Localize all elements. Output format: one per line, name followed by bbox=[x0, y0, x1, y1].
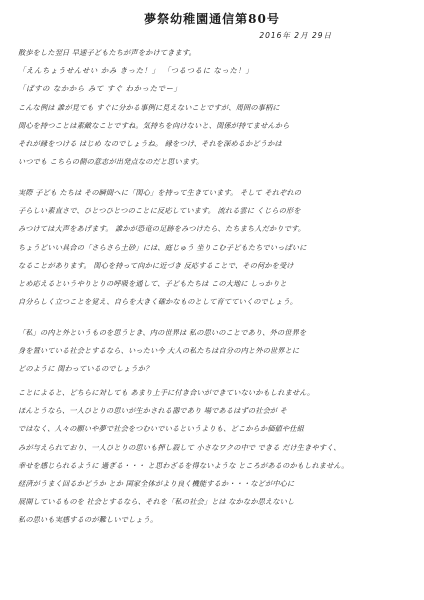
paragraph-4 bbox=[18, 384, 410, 530]
text-line: みが与えられており、一人ひとりの思いも押し殺して 小さなワクの中で できる だけ生きやすく、 bbox=[18, 442, 341, 452]
text-line: 身を置いている社会とするなら、いったい今 大人の私たちは自分の内と外の世界とに bbox=[18, 346, 300, 356]
text-line: 「えんちょうせんせい かみ きった！」 「つるつるに なった！」 bbox=[18, 66, 254, 76]
text-line: それが縁をつける はじめ なのでしょうね。 縁をつけ、それを深めるかどうかは bbox=[18, 138, 282, 148]
paragraph-1 bbox=[18, 44, 410, 171]
text-line: どのように 関わっているのでしょうか？ bbox=[18, 364, 153, 374]
text-line: 展開しているものを 社会とするなら、それを「私の社会」とは なかなか思えないし bbox=[18, 497, 295, 507]
text-line: 私の思いも実感するのが難しいでしょう。 bbox=[18, 515, 158, 525]
text-line: 経済がうまく回るかどうか とか 国家全体がより良く機能するか・・・などが中心に bbox=[18, 478, 295, 488]
text-line: 自分らしく立つことを覚え、自らを大きく確かなものとして育てていくのでしょう。 bbox=[18, 297, 298, 307]
issue-date: 2016年 2月 29日 bbox=[259, 31, 332, 40]
text-line: いつでも こちらの側の意志が出発点なのだと思います。 bbox=[18, 157, 204, 167]
text-line: ほんとうなら、一人ひとりの思いが生かされる器であり 場であるはずの社会が そ bbox=[18, 406, 288, 416]
text-line: 実際 子ども たちは その瞬間へに「関心」を持って生きています。 そして それぞれの bbox=[18, 188, 302, 197]
paragraph-2 bbox=[18, 184, 410, 311]
text-line: ちょうどいい具合の「さらさら土砂」には、庭じゅう 坐りこむ子どもたちでいっぱいに bbox=[18, 242, 307, 252]
newsletter-title: 夢祭幼稚園通信第80号 bbox=[144, 12, 280, 26]
text-line: 散歩をした翌日 早速子どもたちが声をかけてきます。 bbox=[18, 48, 196, 57]
text-line: こんな例は 誰が見ても すぐに分かる事例に見えないことですが、周囲の事柄に bbox=[18, 102, 280, 112]
text-line: みつけては大声をあげます。 誰かが恐竜の足跡をみつけたら、たちまち人だかりです。 bbox=[18, 224, 306, 234]
text-line: 「ぱすの なかから みて すぐ わかったでー」 bbox=[18, 84, 182, 94]
paragraph-3 bbox=[18, 324, 410, 379]
text-line: とめ応えるというやりとりの呼吸を通して、子どもたちは この大地に しっかりと bbox=[18, 278, 287, 288]
text-line: ではなく、人々の願いや夢で社会をつむいでいるというよりも、どこからか価値や仕組 bbox=[18, 424, 305, 434]
text-line: 「私」の内と外というものを思うとき、内の世界は 私の思いのことであり、外の世界を bbox=[18, 328, 307, 337]
text-line: 幸せを感じられるように 過ぎる・・・ と思わざるを得ないような ところがあるのかもしれません。 bbox=[18, 460, 349, 470]
text-line: ことによると、どちらに対しても あまり上手に付き合いができていないかもしれません。 bbox=[18, 388, 315, 397]
text-line: 子らしい素直さで、ひとつひとつのことに反応しています。 流れる雲に くじらの形を bbox=[18, 206, 301, 216]
text-line: 関心を持つことは素敵なことですね。気持ちを向けないと、関係が持てませんから bbox=[18, 120, 290, 130]
text-line: なることがあります。 関心を持って向かに近づき 反応することで、その何かを受け bbox=[18, 260, 294, 270]
